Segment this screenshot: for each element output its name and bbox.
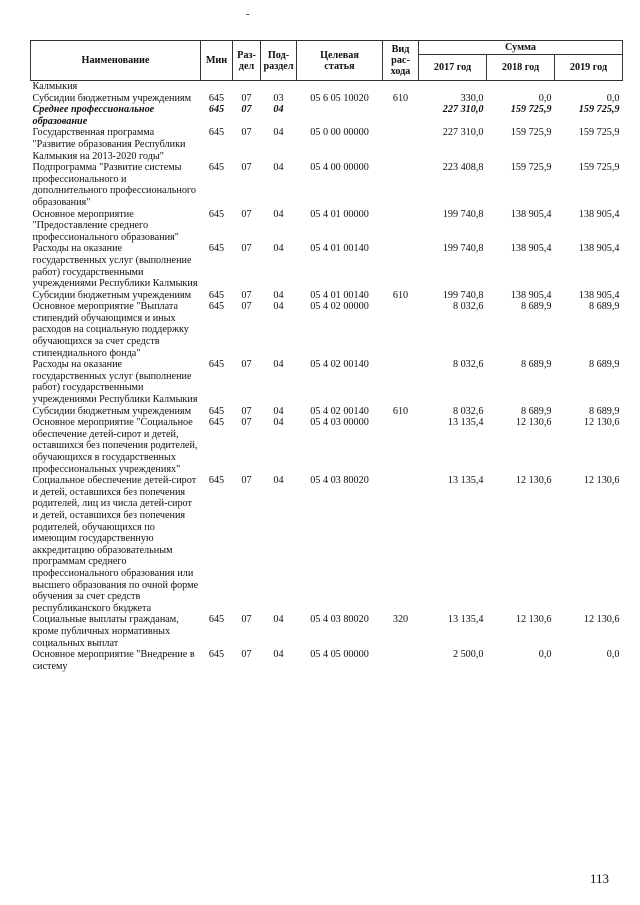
- cell-name: Основное мероприятие "Внедрение в систему: [32, 649, 195, 672]
- cell-pod: 04: [273, 162, 284, 174]
- table-row: [31, 614, 623, 649]
- cell-name: Среднее профессиональное образование: [32, 104, 155, 127]
- cell-s3: 138 905,4: [578, 289, 620, 301]
- cell-s2: 159 725,9: [510, 127, 552, 139]
- cell-name: Субсидии бюджетным учреждениям: [32, 405, 192, 417]
- cell-s1: 330,0: [460, 92, 484, 104]
- cell-min: 645: [208, 301, 225, 313]
- cell-pod: 04: [273, 243, 284, 255]
- cell-raz: 07: [241, 649, 252, 661]
- cell-raz: 07: [241, 405, 252, 417]
- cell-pod: 04: [273, 649, 284, 661]
- cell-pod: 04: [273, 417, 284, 429]
- cell-vid: 610: [392, 289, 409, 301]
- cell-min: 645: [208, 208, 225, 220]
- cell-raz: 07: [241, 301, 252, 313]
- page-number: 113: [590, 871, 610, 886]
- cell-cel: 05 4 01 00140: [310, 243, 369, 255]
- cell-raz: 07: [241, 208, 252, 220]
- header-2017: 2017 год: [419, 55, 487, 81]
- cell-s3: 8 689,9: [588, 405, 620, 417]
- cell-min: 645: [208, 127, 225, 139]
- table-row: [31, 81, 623, 93]
- cell-name: Социальные выплаты гражданам, кроме публичных нормативных социальных выплат: [32, 614, 179, 649]
- cell-name: Социальное обеспечение детей-сирот и детей, оставшихся без попечения родителей, лиц из числа детей-сирот и детей, оставшихся без попечения родителей, обучающихся по имеющим государственную аккредитацию образовательным программам среднего профессионального образования или высшего образования по очной форме обучения за счет средств республиканского бюджета: [32, 475, 199, 614]
- cell-vid: [383, 81, 419, 93]
- cell-s2: [487, 81, 555, 93]
- cell-min: 645: [208, 104, 225, 116]
- cell-name: Расходы на оказание государственных услуг (выполнение работ) государственными учреждениями Республики Калмыкия: [32, 243, 198, 290]
- cell-vid: [383, 162, 419, 208]
- cell-s1: [419, 81, 487, 93]
- cell-pod: 04: [273, 301, 284, 313]
- cell-s3: 138 905,4: [578, 243, 620, 255]
- cell-name: Подпрограмма "Развитие системы профессионального и дополнительного профессионального образования": [32, 162, 196, 208]
- table-row: [31, 649, 623, 672]
- cell-s3: 138 905,4: [578, 208, 620, 220]
- cell-s1: 8 032,6: [452, 405, 484, 417]
- header-2019: 2019 год: [555, 55, 623, 81]
- cell-cel: 05 4 00 00000: [310, 162, 369, 174]
- cell-min: [201, 81, 233, 93]
- cell-cel: 05 4 02 00140: [310, 405, 369, 417]
- cell-name: Субсидии бюджетным учреждениям: [32, 92, 192, 104]
- cell-cel: [297, 104, 383, 127]
- cell-min: 645: [208, 417, 225, 429]
- cell-raz: [233, 81, 261, 93]
- cell-s3: 0,0: [606, 92, 620, 104]
- cell-s1: 2 500,0: [452, 649, 484, 661]
- cell-name: Субсидии бюджетным учреждениям: [32, 289, 192, 301]
- cell-vid: [383, 127, 419, 162]
- cell-s3: 12 130,6: [583, 417, 620, 429]
- cell-s2: 0,0: [538, 649, 552, 661]
- cell-raz: 07: [241, 162, 252, 174]
- cell-pod: 04: [273, 208, 284, 220]
- table-row: [31, 417, 623, 475]
- cell-raz: 07: [241, 289, 252, 301]
- cell-cel: 05 4 03 80020: [310, 614, 369, 626]
- cell-pod: 04: [273, 614, 284, 626]
- cell-vid: [383, 209, 419, 244]
- cell-s3: 12 130,6: [583, 475, 620, 487]
- cell-s1: 227 310,0: [442, 127, 484, 139]
- cell-cel: 05 6 05 10020: [310, 92, 369, 104]
- cell-s2: 8 689,9: [520, 405, 552, 417]
- header-vid: Вид рас- хода: [383, 41, 419, 81]
- cell-cel: 05 4 03 00000: [310, 417, 369, 429]
- cell-vid: [383, 301, 419, 359]
- table-row: [31, 162, 623, 208]
- cell-min: 645: [208, 475, 225, 487]
- cell-name: Калмыкия: [32, 81, 78, 92]
- table-row: [31, 93, 623, 105]
- header-2018: 2018 год: [487, 55, 555, 81]
- table-body: [31, 81, 623, 673]
- cell-min: 645: [208, 92, 225, 104]
- cell-name: Государственная программа "Развитие образования Республики Калмыкия на 2013-2020 годы": [32, 127, 186, 162]
- cell-s3: 8 689,9: [588, 301, 620, 313]
- header-razdel: Раз- дел: [233, 41, 261, 81]
- cell-min: 645: [208, 614, 225, 626]
- cell-cel: [297, 81, 383, 93]
- cell-s1: 199 740,8: [442, 289, 484, 301]
- cell-pod: 04: [273, 127, 284, 139]
- cell-min: 645: [208, 359, 225, 371]
- cell-raz: 07: [241, 104, 252, 116]
- cell-s3: 159 725,9: [578, 104, 620, 116]
- cell-s1: 199 740,8: [442, 208, 484, 220]
- cell-pod: 04: [273, 104, 284, 116]
- cell-vid: [383, 104, 419, 127]
- cell-s2: 8 689,9: [520, 359, 552, 371]
- cell-s3: 12 130,6: [583, 614, 620, 626]
- cell-raz: 07: [241, 243, 252, 255]
- table-row: [31, 243, 623, 289]
- cell-name: Основное мероприятие "Выплата стипендий обучающимся и иных расходов на социальную поддержку обучающихся за счет средств стипендиального фонда": [32, 301, 189, 359]
- cell-vid: 610: [392, 92, 409, 104]
- cell-pod: [261, 81, 297, 93]
- cell-cel: 05 4 03 80020: [310, 475, 369, 487]
- cell-raz: 07: [241, 92, 252, 104]
- cell-vid: [383, 649, 419, 672]
- cell-s2: 159 725,9: [510, 104, 552, 116]
- cell-s2: 12 130,6: [515, 614, 552, 626]
- cell-min: 645: [208, 405, 225, 417]
- cell-s2: 159 725,9: [510, 162, 552, 174]
- cell-cel: 05 4 02 00140: [310, 359, 369, 371]
- cell-cel: 05 4 05 00000: [310, 649, 369, 661]
- cell-min: 645: [208, 649, 225, 661]
- cell-s1: 13 135,4: [447, 475, 484, 487]
- top-mark: -: [246, 8, 250, 20]
- cell-cel: 05 4 01 00140: [310, 289, 369, 301]
- cell-cel: 05 4 01 00000: [310, 208, 369, 220]
- cell-s2: 12 130,6: [515, 417, 552, 429]
- cell-s1: 8 032,6: [452, 301, 484, 313]
- cell-s3: 159 725,9: [578, 162, 620, 174]
- header-podrazdel: Под- раздел: [261, 41, 297, 81]
- cell-s3: 8 689,9: [588, 359, 620, 371]
- table-row: [31, 127, 623, 162]
- cell-vid: [383, 243, 419, 289]
- cell-s1: 227 310,0: [442, 104, 484, 116]
- header-celevaya: Целевая статья: [297, 41, 383, 81]
- cell-cel: 05 0 00 00000: [310, 127, 369, 139]
- table-row: [31, 359, 623, 405]
- cell-cel: 05 4 02 00000: [310, 301, 369, 313]
- cell-s3: 0,0: [606, 649, 620, 661]
- table-row: [31, 104, 623, 127]
- cell-s1: 223 408,8: [442, 162, 484, 174]
- cell-vid: [383, 475, 419, 614]
- cell-name: Основное мероприятие "Социальное обеспечение детей-сирот и детей, оставшихся без попечения родителей, обучающихся в государственных профессиональных учреждениях": [32, 417, 198, 475]
- table-row: [31, 406, 623, 418]
- table-row: [31, 290, 623, 302]
- cell-pod: 04: [273, 289, 284, 301]
- cell-raz: 07: [241, 614, 252, 626]
- cell-s1: 8 032,6: [452, 359, 484, 371]
- cell-min: 645: [208, 243, 225, 255]
- cell-s2: 8 689,9: [520, 301, 552, 313]
- cell-raz: 07: [241, 127, 252, 139]
- cell-raz: 07: [241, 359, 252, 371]
- cell-s1: 13 135,4: [447, 417, 484, 429]
- header-min: Мин: [201, 41, 233, 81]
- cell-name: Основное мероприятие "Предоставление среднего профессионального образования": [32, 208, 179, 243]
- cell-raz: 07: [241, 475, 252, 487]
- cell-raz: 07: [241, 417, 252, 429]
- cell-s2: 0,0: [538, 92, 552, 104]
- cell-s2: 138 905,4: [510, 289, 552, 301]
- cell-pod: 04: [273, 405, 284, 417]
- cell-s2: 138 905,4: [510, 208, 552, 220]
- cell-s1: 199 740,8: [442, 243, 484, 255]
- budget-table: [30, 40, 623, 672]
- header-summa: Сумма: [419, 41, 623, 55]
- cell-vid: [383, 359, 419, 405]
- cell-s2: 138 905,4: [510, 243, 552, 255]
- cell-s3: [555, 81, 623, 93]
- table-row: [31, 301, 623, 359]
- table-row: [31, 209, 623, 244]
- cell-pod: 04: [273, 475, 284, 487]
- cell-min: 645: [208, 162, 225, 174]
- cell-min: 645: [208, 289, 225, 301]
- cell-s1: 13 135,4: [447, 614, 484, 626]
- table-header: [31, 41, 623, 81]
- table-row: [31, 475, 623, 614]
- cell-vid: 610: [392, 405, 409, 417]
- cell-pod: 03: [273, 92, 284, 104]
- cell-s3: 159 725,9: [578, 127, 620, 139]
- cell-pod: 04: [273, 359, 284, 371]
- header-name: Наименование: [31, 41, 201, 81]
- cell-vid: [383, 417, 419, 475]
- cell-vid: 320: [392, 614, 409, 626]
- cell-name: Расходы на оказание государственных услуг (выполнение работ) государственными учреждениями Республики Калмыкия: [32, 359, 198, 406]
- cell-s2: 12 130,6: [515, 475, 552, 487]
